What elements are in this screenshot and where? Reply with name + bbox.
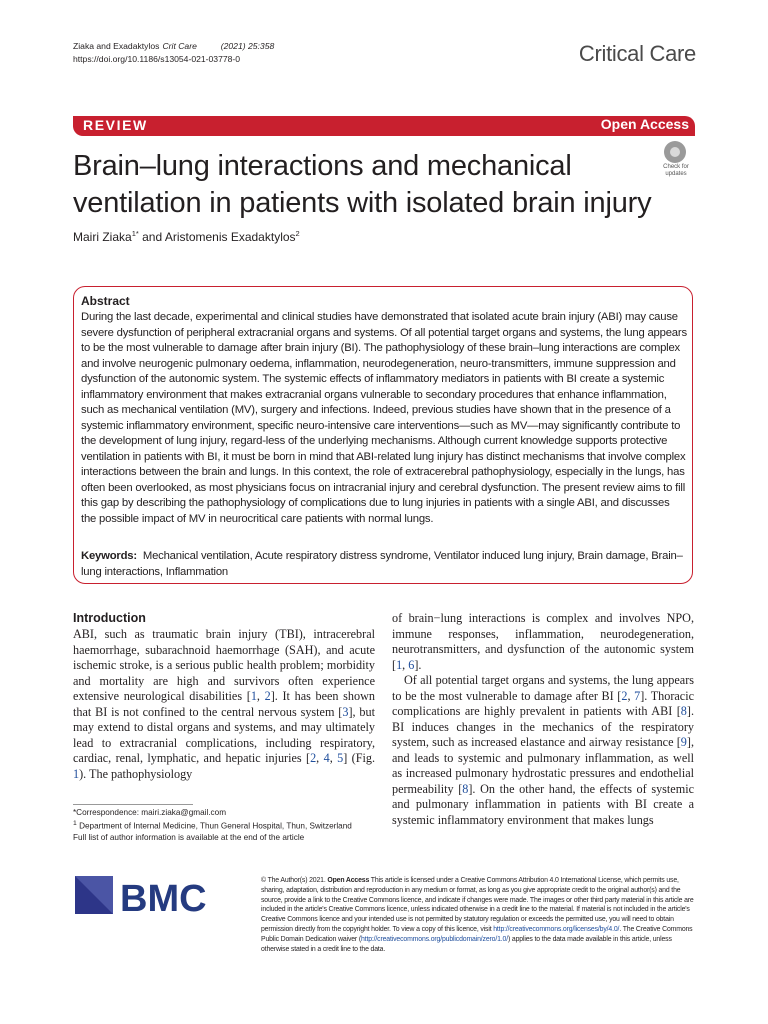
- body-text: ,: [402, 657, 409, 672]
- body-text: ABI, such as traumatic brain injury (TBI), intracerebral haemorrhage, subarachnoid haemorrhage (SAH), and acute ischemic stroke, is a serious public health problem; morbidity and mortality are high and survivors often experience extensive neurological disabilities [: [73, 627, 375, 703]
- citation-link[interactable]: 2: [264, 689, 271, 703]
- keywords-list: Mechanical ventilation, Acute respiratory distress syndrome, Ventilator induced lung injury, Brain damage, Brain–lung interactions, Inflammation: [81, 550, 683, 578]
- keywords-label: Keywords:: [81, 550, 137, 562]
- body-text: ,: [256, 689, 265, 703]
- author-list: [73, 229, 300, 244]
- citation-link[interactable]: 6: [408, 657, 415, 672]
- running-header: [73, 40, 274, 66]
- citation-line: [73, 40, 274, 53]
- citation-link[interactable]: 2: [621, 688, 628, 703]
- correspondence: *Correspondence: mairi.ziaka@gmail.com: [73, 808, 227, 817]
- affiliation-number: 1: [73, 820, 77, 827]
- cc0-link[interactable]: http://creativecommons.org/publicdomain/zero/1.0/: [361, 935, 508, 943]
- citation-link[interactable]: 5: [337, 751, 344, 765]
- license-statement: [261, 876, 697, 954]
- body-column-left: [73, 627, 375, 782]
- abstract-heading: Abstract: [81, 294, 130, 308]
- article-type-label: REVIEW: [83, 117, 148, 133]
- body-text: ] (Fig.: [343, 751, 376, 765]
- citation-link[interactable]: 3: [342, 704, 349, 719]
- affiliation: [73, 818, 375, 832]
- body-text: Of all potential target organs and systems, the lung appears to be the most vulnerable to damage after BI [: [392, 673, 694, 703]
- author-info-note: Full list of author information is available at the end of the article: [73, 832, 305, 842]
- body-text: ], and leads to systemic and pulmonary inflammation, as well as increased pulmonary hydrostatic pressures and endothelial permeability [: [392, 735, 694, 796]
- keywords: [81, 549, 687, 580]
- section-heading-introduction: Introduction: [73, 611, 146, 625]
- citation-link[interactable]: 9: [680, 735, 687, 749]
- body-text: ,: [316, 751, 324, 765]
- body-text: ]. Thoracic complications are highly prevalent in patients with ABI [: [392, 688, 695, 718]
- doi-link[interactable]: https://doi.org/10.1186/s13054-021-03778-0: [73, 54, 241, 64]
- citation-link[interactable]: 1: [250, 689, 257, 703]
- header-journal-abbrev: Crit Care: [162, 41, 197, 51]
- citation-link[interactable]: 7: [634, 688, 641, 703]
- body-text: ]. It has been shown that BI is not confined to the central nervous system [: [73, 689, 376, 719]
- body-text: ,: [627, 688, 635, 703]
- author-1[interactable]: Mairi Ziaka: [73, 230, 132, 244]
- license-text: ) applies to the data made available in this article, unless otherwise stated in a credit line to the data.: [261, 935, 672, 953]
- check-for-updates-badge[interactable]: [656, 141, 696, 181]
- license-link[interactable]: http://creativecommons.org/licenses/by/4.0/: [493, 925, 620, 933]
- article-type-banner: [73, 116, 695, 136]
- header-year-volume: (2021) 25:358: [220, 41, 275, 51]
- citation-link[interactable]: 4: [323, 751, 330, 765]
- license-open-access: Open Access: [327, 877, 370, 884]
- author-2-affil: 2: [295, 229, 300, 238]
- citation-link[interactable]: 8: [462, 781, 469, 796]
- body-column-right: [392, 611, 694, 828]
- affiliation-text: Department of Internal Medicine, Thun General Hospital, Thun, Switzerland: [76, 821, 352, 831]
- journal-name: Critical Care: [578, 41, 696, 66]
- footnote-divider: [73, 804, 193, 805]
- body-text: ,: [329, 751, 338, 765]
- footnotes: [73, 804, 375, 843]
- figure-link[interactable]: 1: [73, 766, 80, 781]
- author-2[interactable]: Aristomenis Exadaktylos: [164, 230, 296, 244]
- bmc-logo-text: BMC: [120, 878, 207, 920]
- crossmark-icon: [664, 141, 686, 163]
- author-1-affil: 1*: [131, 229, 139, 238]
- header-authors: Ziaka and Exadaktylos: [73, 41, 160, 51]
- open-access-label: Open Access: [600, 116, 689, 132]
- crossmark-line1: Check for: [663, 164, 689, 170]
- paragraph: [392, 611, 694, 673]
- citation-link[interactable]: 1: [396, 657, 403, 672]
- body-text: ]. BI induces changes in the mechanics of the respiratory system, such as increased elastance and airway resistance [: [392, 704, 694, 749]
- license-text: This article is licensed under a Creative Commons Attribution 4.0 International License, which permits use, sharing, adaptation, distribution and reproduction in any medium or format, as long as you give appropriate credit to the original author(s) and the source, provide a link to the Creative Commons licence, and indicate if changes were made. The images or other third party material in this article are included in the article's Creative Commons licence, unless indicated otherwise in a credit line to the material. If material is not included in the article's Creative Commons licence and your intended use is not permitted by statutory regulation or exceeds the permitted use, you will need to obtain permission directly from the copyright holder. To view a copy of this licence, visit: [261, 877, 694, 933]
- abstract-text: During the last decade, experimental and clinical studies have demonstrated that isolated acute brain injury (ABI) may cause severe dysfunction of peripheral extracranial organs and systems. Of all potential target organs and systems, the lung appears to be the most vulnerable to damage after brain injury (BI). The pathophysiology of these brain–lung interactions are complex and involve neurogenic pulmonary oedema, inflammation, neurodegeneration, neuro-transmitters, immune suppression and dysfunction of the autonomic system. The systemic effects of inflammatory mediators in patients with BI create a systemic inflammatory environment that makes extracranial organs vulnerable to secondary procedures that enhance inflammation, such as mechanical ventilation (MV), surgery and infections. Indeed, previous studies have shown that in the presence of a systemic inflammatory environment, specific neuro-intensive care interventions—such as MV—may significantly contribute to the development of lung injury, regard-less of the underlying mechanisms. Although current knowledge supports protective ventilation in patients with BI, it must be born in mind that ABI-related lung injury has distinct mechanisms that involve complex interactions between the brain and lungs. In this context, the role of extracerebral pathophysiology, especially in the lungs, has often been overlooked, as most physicians focus on intracranial injury and cerebral dysfunction. The present review aims to fill this gap by describing the pathophysiology of complications due to lung injuries in patients with a single ABI, and discusses the possible impact of MV in neurocritical care patients with normal lungs.: [81, 311, 687, 525]
- body-text: ]. On the other hand, the effects of systemic and pulmonary inflammation in patients with BI create a systemic inflammatory environment that makes lungs: [392, 781, 694, 827]
- citation-link[interactable]: 2: [310, 751, 317, 765]
- license-text: . The Creative Commons Public Domain Dedication waiver (: [261, 925, 693, 943]
- author-separator: and: [138, 230, 165, 244]
- body-text: ). The pathophysiology: [79, 766, 193, 781]
- crossmark-text: [656, 164, 696, 178]
- citation-link[interactable]: 8: [680, 704, 687, 718]
- body-text: ].: [414, 657, 422, 672]
- body-text: ], but may extend to distal organs and systems, and may ultimately lead to extracranial complications, including respiratory, cardiac, renal, lymphatic, and hepatic injuries [: [73, 704, 376, 765]
- crossmark-line2: updates: [665, 171, 687, 177]
- bmc-logo: [73, 868, 218, 920]
- paragraph: [392, 673, 694, 828]
- body-text: of brain−lung interactions is complex and involves NPO, immune responses, inflammation, neurodegeneration, neurotransmitters, and dysfunction of the autonomic system [: [392, 611, 694, 672]
- article-title: Brain–lung interactions and mechanical ventilation in patients with isolated brain injury: [73, 150, 652, 219]
- license-text: © The Author(s) 2021.: [261, 877, 328, 884]
